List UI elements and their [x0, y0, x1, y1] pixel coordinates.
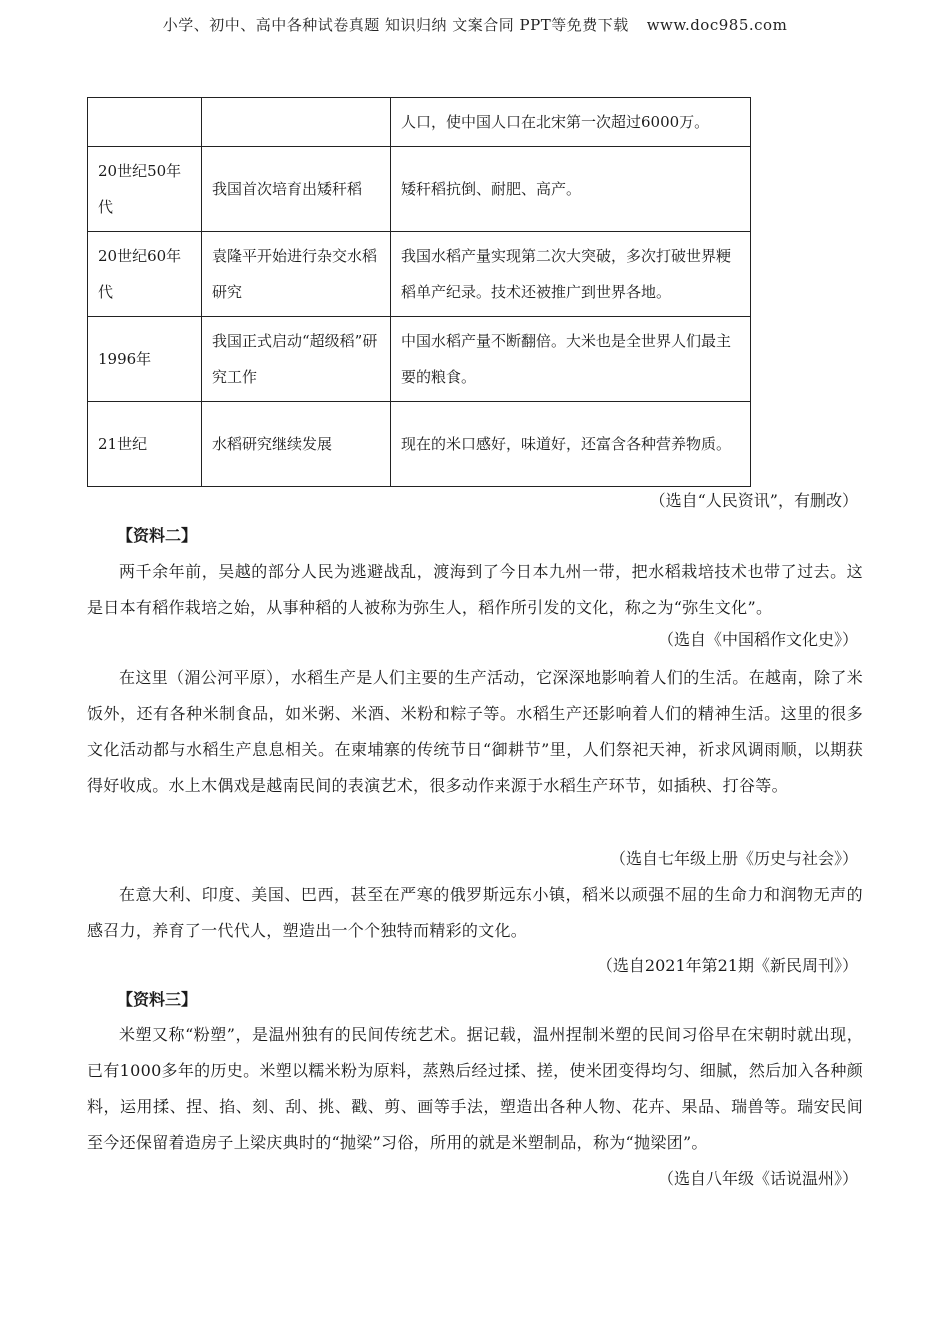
- table-cell-event: 我国首次培育出矮秆稻: [202, 147, 391, 232]
- table-row: [88, 147, 751, 232]
- page-header: [0, 14, 950, 35]
- table-row: [88, 317, 751, 402]
- material-two-paragraph-1: 两千余年前，吴越的部分人民为逃避战乱，渡海到了今日本九州一带，把水稻栽培技术也带了过去。这是日本有稻作栽培之始，从事种稻的人被称为弥生人，稻作所引发的文化，称之为“弥生文化”。: [87, 562, 863, 617]
- material-two-label: 【资料二】: [117, 526, 198, 545]
- table-cell-result: 中国水稻产量不断翻倍。大米也是全世界人们最主要的粮食。: [391, 317, 751, 402]
- table-cell-result: 人口，使中国人口在北宋第一次超过6000万。: [391, 98, 751, 147]
- material-two-source-2: （选自七年级上册《历史与社会》）: [609, 849, 858, 868]
- table-cell-era: 20世纪50年代: [88, 147, 202, 232]
- material-two-source-3: （选自2021年第21期《新民周刊》）: [596, 956, 858, 975]
- material-two-source-1: （选自《中国稻作文化史》）: [657, 630, 858, 649]
- table-cell-result: 现在的米口感好，味道好，还富含各种营养物质。: [391, 402, 751, 487]
- table-cell-era: 20世纪60年代: [88, 232, 202, 317]
- material-two-paragraph-3: 在意大利、印度、美国、巴西，甚至在严寒的俄罗斯远东小镇，稻米以顽强不屈的生命力和润物无声的感召力，养育了一代代人，塑造出一个个独特而精彩的文化。: [87, 885, 863, 940]
- table-row: [88, 98, 751, 147]
- table-cell-result: 我国水稻产量实现第二次大突破，多次打破世界粳稻单产纪录。技术还被推广到世界各地。: [391, 232, 751, 317]
- material-three-label: 【资料三】: [117, 990, 198, 1009]
- header-text: 小学、初中、高中各种试卷真题 知识归纳 文案合同 PPT等免费下载: [162, 16, 629, 34]
- rice-history-table: [87, 97, 751, 487]
- table-row: [88, 402, 751, 487]
- material-three-paragraph-1: 米塑又称“粉塑”，是温州独有的民间传统艺术。据记载，温州捏制米塑的民间习俗早在宋朝时就出现，已有1000多年的历史。米塑以糯米粉为原料，蒸熟后经过揉、搓，使米团变得均匀、细腻，然后加入各种颜料，运用揉、捏、掐、刻、刮、挑、戳、剪、画等手法，塑造出各种人物、花卉、果品、瑞兽等。瑞安民间至今还保留着造房子上梁庆典时的“抛梁”习俗，所用的就是米塑制品，称为“抛梁团”。: [87, 1025, 863, 1152]
- header-site-link[interactable]: www.doc985.com: [646, 16, 788, 34]
- material-two-paragraph-2: 在这里（湄公河平原），水稻生产是人们主要的生产活动，它深深地影响着人们的生活。在越南，除了米饭外，还有各种米制食品，如米粥、米酒、米粉和粽子等。水稻生产还影响着人们的精神生活。这里的很多文化活动都与水稻生产息息相关。在柬埔寨的传统节日“御耕节”里，人们祭祀天神，祈求风调雨顺，以期获得好收成。水上木偶戏是越南民间的表演艺术，很多动作来源于水稻生产环节，如插秧、打谷等。: [87, 668, 863, 795]
- table-cell-era: 1996年: [88, 317, 202, 402]
- table-cell-event: [202, 98, 391, 147]
- table-cell-event: 水稻研究继续发展: [202, 402, 391, 487]
- table-source: （选自“人民资讯”，有删改）: [649, 491, 858, 510]
- material-three-source-1: （选自八年级《话说温州》）: [657, 1169, 858, 1188]
- table-cell-result: 矮秆稻抗倒、耐肥、高产。: [391, 147, 751, 232]
- table-row: [88, 232, 751, 317]
- table-cell-event: 我国正式启动“超级稻”研究工作: [202, 317, 391, 402]
- table-cell-era: [88, 98, 202, 147]
- table-cell-era: 21世纪: [88, 402, 202, 487]
- table-cell-event: 袁隆平开始进行杂交水稻研究: [202, 232, 391, 317]
